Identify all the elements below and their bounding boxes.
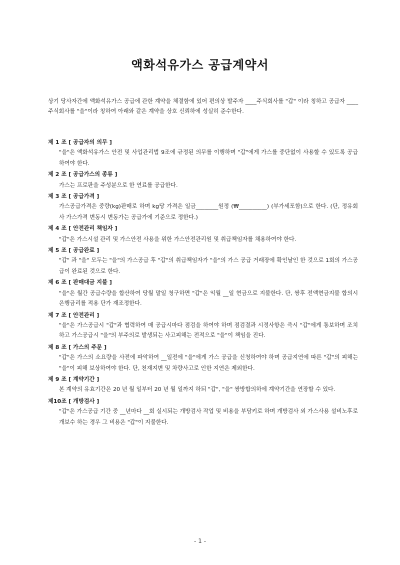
article-body: "갑" 과 "을" 모두는 "을"의 가스공급 후 "갑"의 취급책임자가 "을"의 가스 공급 거래장에 확인날인 한 것으로 1회의 가스공급이 완료된 것으로 한다. [59, 258, 358, 275]
contract-article [48, 311, 358, 342]
article-heading: 제 1 조 [ 공급자의 의무 ] [48, 140, 112, 146]
contract-article [48, 397, 358, 428]
contract-article [48, 224, 358, 245]
article-body: "갑"은 가스의 소요량을 사전에 파악하여 __일전에 "을"에게 가스 공급을 신청하여야 하며 공급지연에 따른 "갑"의 피해는 "을"이 피해 보상하여야 한다. 단, 천재지변 및 차량사고로 인한 지연은 제외한다. [59, 355, 358, 372]
article-heading: 제 9 조 [ 계약기간 ] [48, 376, 100, 383]
contract-article [48, 278, 358, 309]
contract-article [48, 375, 358, 396]
contract-article [48, 192, 358, 223]
article-body: "을"은 월간 공급수량을 합산하여 당월 말일 청구하면 "갑"은 익월 __일 현금으로 지불한다. 단, 쌍후 전액현금지불 합의시 은행금리를 적용 단가 재조정한다. [59, 290, 358, 308]
contract-article [48, 170, 358, 191]
article-heading: 제 8 조 [ 가스의 주문 ] [48, 344, 107, 351]
contract-article [48, 246, 358, 277]
article-heading: 제 7 조 [ 안전관리 ] [48, 312, 100, 319]
contract-article [48, 343, 358, 374]
contract-article [48, 138, 358, 169]
article-body: "을"은 가스공급시 "갑"과 협력하여 매 공급시마다 점검을 하여야 하며 점검결과 시정사항은 즉시 "갑"에게 통보하며 조치하고 가스공급시 "을"의 부주의로 발생되는 사고피해는 전적으로 "을"이 책임을 진다. [59, 322, 358, 340]
article-body: "을"은 액화석유가스 안전 및 사업관리법 9조에 규정된 의무를 이행하며 "갑"에게 가스를 중단없이 사용할 수 있도록 공급하여야 한다. [59, 150, 358, 167]
page-number: - 1 - [194, 538, 206, 545]
article-heading: 제 3 조 [ 공급가격 ] [48, 194, 100, 201]
article-heading: 제 5 조 [ 공급완료 ] [48, 248, 100, 255]
article-body: 가스는 프로판을 주성분으로 한 연료를 공급한다. [59, 182, 178, 189]
article-heading: 제10조 [ 개방검사 ] [48, 398, 100, 405]
intro-paragraph: 상기 당사자간에 액화석유가스 공급에 관한 계약을 체결함에 있어 편의상 발주자 ____주식회사를 "갑" 이라 칭하고 공급자 ____주식회사를 "을"이라 칭하여 아래와 같은 계약을 상호 신뢰하에 성실히 준수한다. [48, 99, 358, 116]
article-body: "갑"은 가스시설 관리 및 가스안전 사용을 위한 가스안전관리원 및 취급책임자를 채용하여야 한다. [59, 236, 297, 243]
article-body: "갑"은 가스공급 기간 중 __년마다 __회 실시되는 개방검사 작업 및 비용을 부담키로 하며 개방검사 외 가스사용 설비노후로 개보수 하는 경우 그 비용은 "갑"이 지불한다. [59, 409, 358, 426]
article-heading: 제 2 조 [ 공급가스의 종류 ] [48, 172, 118, 179]
article-body: 본 계약의 유효기간은 20 년 월 일부터 20 년 월 일까지 하되 "갑", "을" 쌍방합의하에 계약기간을 연장할 수 있다. [59, 387, 336, 394]
article-body: 가스공급가격은 중량(kg)판매로 하며 kg당 가격은 일금________원정 (₩__________) (부가세포함)으로 한다. (단, 정유회사 가스가격 변동시 변동가는 공급가에 기준으로 정한다.) [59, 204, 358, 221]
article-heading: 제 6 조 [ 판매대금 지불 ] [48, 280, 112, 287]
document-title: 액화석유가스 공급계약서 [131, 58, 269, 72]
article-heading: 제 4 조 [ 안전관리 책임자 ] [48, 226, 118, 233]
article-list [48, 138, 358, 429]
